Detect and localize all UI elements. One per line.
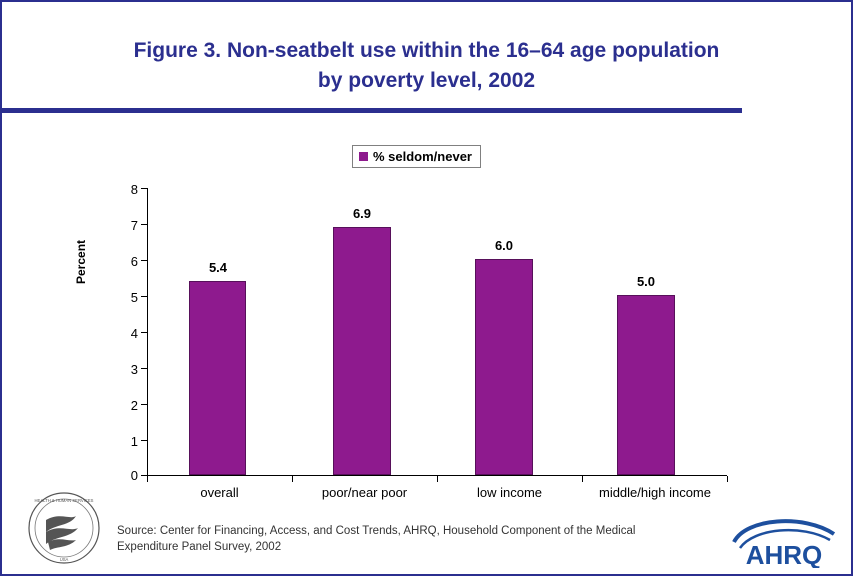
hhs-seal-icon	[26, 490, 102, 566]
source-note	[117, 523, 737, 555]
bar-poor-near-poor	[333, 227, 391, 475]
bar-value-poor-near-poor: 6.9	[352, 206, 372, 221]
x-category-label-low-income: low income	[476, 485, 543, 500]
x-category-label-overall: overall	[200, 485, 239, 500]
x-category-label-middle-high-income: middle/high income	[598, 485, 711, 500]
x-tick-mark-4	[727, 476, 728, 482]
y-tick-label-0: 0	[130, 468, 138, 483]
source-note-line-2: Expenditure Panel Survey, 2002	[117, 541, 282, 553]
y-tick-label-3: 3	[130, 362, 138, 377]
bar-value-middle-high-income: 5.0	[636, 274, 656, 289]
ahrq-logo	[730, 512, 840, 568]
bar-value-overall: 5.4	[208, 260, 228, 275]
y-tick-label-6: 6	[130, 254, 138, 269]
page-title-line-1: Figure 3. Non-seatbelt use within the 16–64 age population	[133, 39, 720, 62]
svg-text:HEALTH & HUMAN SERVICES: HEALTH & HUMAN SERVICES	[34, 498, 94, 503]
y-axis-title: Percent	[74, 239, 88, 284]
page-title-line-2: by poverty level, 2002	[317, 69, 536, 92]
svg-text:AHRQ: AHRQ	[745, 540, 823, 568]
y-tick-label-7: 7	[130, 218, 138, 233]
y-tick-label-2: 2	[130, 398, 138, 413]
x-tick-mark-3	[582, 476, 583, 482]
chart-plot-area	[2, 2, 853, 578]
bar-value-low-income: 6.0	[494, 238, 514, 253]
x-tick-mark-1	[292, 476, 293, 482]
y-tick-label-5: 5	[130, 290, 138, 305]
x-tick-mark-2	[437, 476, 438, 482]
y-tick-label-4: 4	[130, 326, 138, 341]
x-tick-mark-0	[147, 476, 148, 482]
y-tick-label-1: 1	[130, 434, 138, 449]
svg-text:USA: USA	[59, 557, 69, 562]
y-tick-label-8: 8	[130, 182, 138, 197]
y-axis-line	[147, 188, 148, 476]
source-note-line-1: Source: Center for Financing, Access, and Cost Trends, AHRQ, Household Component of the Medical	[117, 525, 636, 537]
x-category-label-poor-near-poor: poor/near poor	[321, 485, 408, 500]
bar-middle-high-income	[617, 295, 675, 475]
bar-overall	[189, 281, 246, 475]
bar-low-income	[475, 259, 533, 475]
legend-item-label: % seldom/never	[373, 149, 472, 164]
